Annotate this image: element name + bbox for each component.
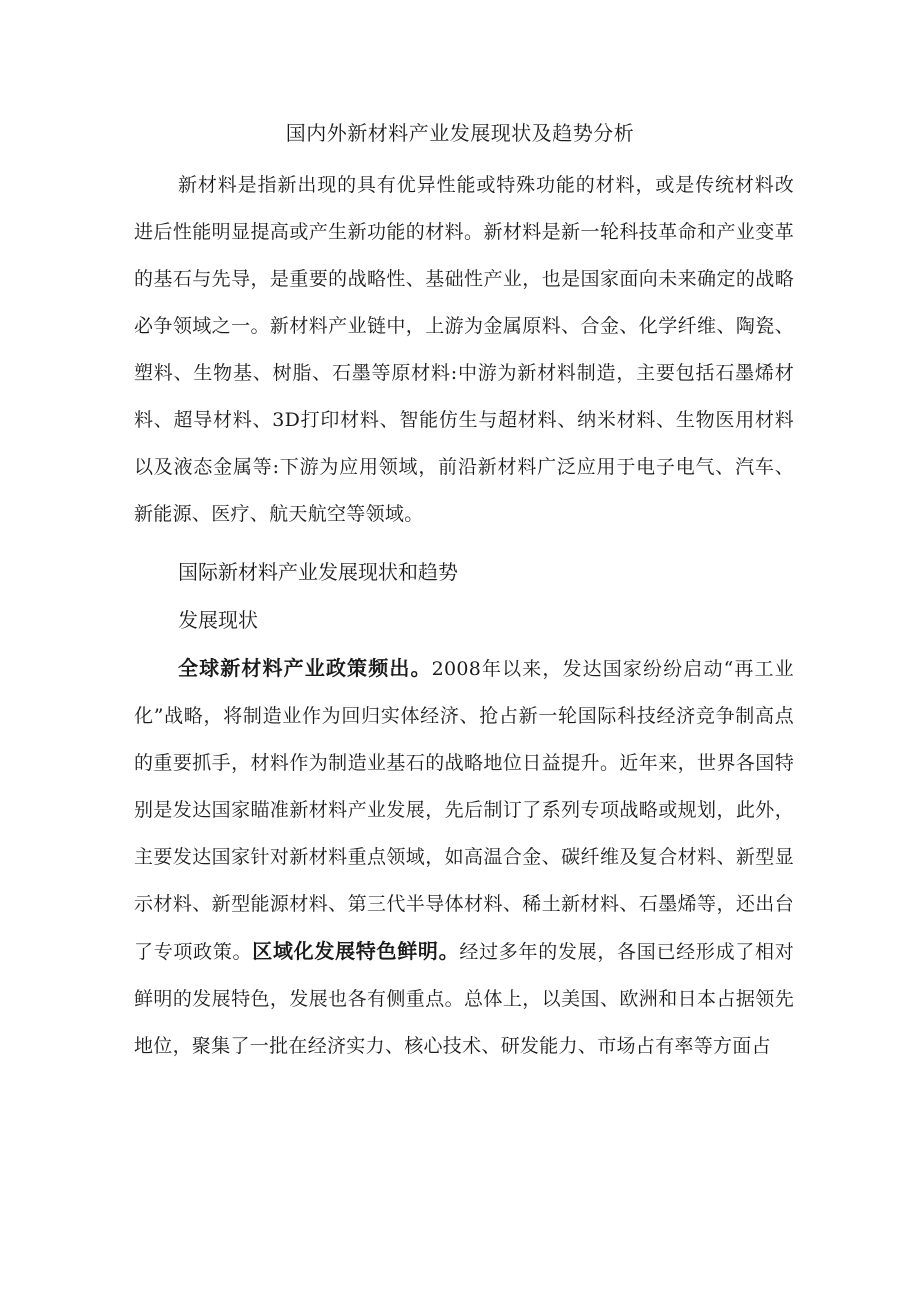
section-heading: 国际新材料产业发展现状和趋势 [178, 560, 458, 584]
body-text-regional: 经过多年的发展，各国已经形成了相对鲜明的发展特色，发展也各有侧重点。总体上，以美国、欧洲和日本占据领先地位，聚集了一批在经济实力、核心技术、研发能力、市场占有率等方面占 [134, 941, 794, 1057]
document-title: 国内外新材料产业发展现状及趋势分析 [285, 121, 635, 145]
intro-paragraph: 新材料是指新出现的具有优异性能或特殊功能的材料，或是传统材料改进后性能明显提高或产生新功能的材料。新材料是新一轮科技革命和产业变革的基石与先导，是重要的战略性、基础性产业，也是国家面向未来确定的战略必争领域之一。新材料产业链中，上游为金属原料、合金、化学纤维、陶瓷、塑料、生物基、树脂、石墨等原材料:中游为新材料制造，主要包括石墨烯材料、超导材料、3D打印材料、智能仿生与超材料、纳米材料、生物医用材料以及液态金属等:下游为应用领域，前沿新材料广泛应用于电子电气、汽车、新能源、医疗、航天航空等领域。 [134, 174, 794, 525]
body-text-policy: 2008年以来，发达国家纷纷启动“再工业化”战略，将制造业作为回归实体经济、抢占新一轮国际科技经济竞争制高点的重要抓手，材料作为制造业基石的战略地位日益提升。近年来，世界各国特别是发达国家瞄准新材料产业发展，先后制订了系列专项战略或规划，此外，主要发达国家针对新材料重点领域，如高温合金、碳纤维及复合材料、新型显示材料、新型能源材料、第三代半导体材料、稀土新材料、石墨烯等，还出台了专项政策。 [134, 658, 794, 963]
lead-sentence-policy: 全球新材料产业政策频出。 [178, 656, 432, 680]
lead-sentence-regional: 区域化发展特色鲜明。 [252, 939, 460, 963]
body-paragraph [134, 645, 794, 1070]
subsection-heading: 发展现状 [178, 608, 258, 632]
